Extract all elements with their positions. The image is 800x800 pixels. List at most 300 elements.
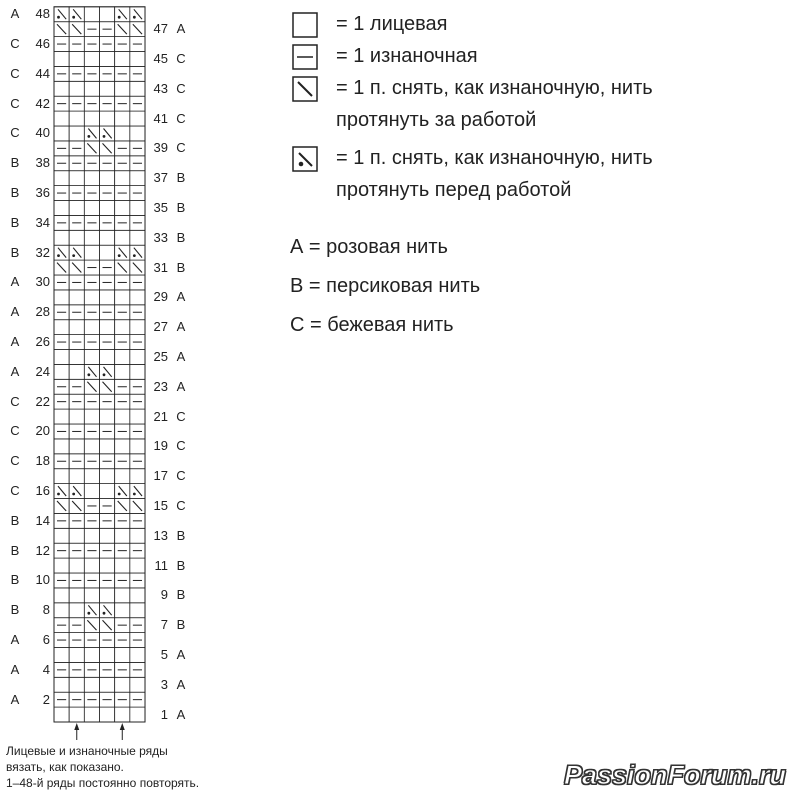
chart-cell-r25-c3 bbox=[84, 350, 99, 365]
row-number-label: 47 bbox=[153, 21, 168, 37]
chart-cell-r29-c4 bbox=[100, 290, 115, 305]
purl-symbol-icon bbox=[292, 44, 318, 70]
legend-knit bbox=[290, 8, 790, 40]
slip-front-dot bbox=[103, 373, 106, 376]
chart-cell-r45-c5 bbox=[115, 52, 130, 67]
chart-cell-r3-c3 bbox=[84, 677, 99, 692]
row-number-label: 35 bbox=[153, 199, 168, 215]
row-color-label: B bbox=[176, 259, 186, 275]
chart-cell-r17-c1 bbox=[54, 469, 69, 484]
chart-cell-r5-c3 bbox=[84, 648, 99, 663]
chart-cell-r1-c5 bbox=[115, 707, 130, 722]
row-color-label: A bbox=[176, 706, 186, 722]
chart-cell-r40-c5 bbox=[115, 126, 130, 141]
chart-note bbox=[6, 743, 266, 791]
yarn-a: А = розовая нить bbox=[290, 236, 448, 258]
chart-cell-r35-c4 bbox=[100, 201, 115, 216]
legend-slip-front bbox=[290, 142, 790, 206]
chart-cell-r33-c5 bbox=[115, 230, 130, 245]
chart-cell-r17-c3 bbox=[84, 469, 99, 484]
chart-cell-r45-c1 bbox=[54, 52, 69, 67]
yarn-c: С = бежевая нить bbox=[290, 314, 454, 336]
row-color-label: A bbox=[10, 6, 20, 22]
row-label-right-33 bbox=[150, 231, 190, 245]
slip-front-dot bbox=[57, 16, 60, 19]
row-color-label: A bbox=[176, 348, 186, 364]
chart-cell-r24-c5 bbox=[115, 364, 130, 379]
row-color-label: A bbox=[10, 691, 20, 707]
row-number-label: 7 bbox=[160, 617, 168, 633]
chart-cell-r33-c6 bbox=[130, 230, 145, 245]
row-label-right-17 bbox=[150, 469, 190, 483]
row-number-label: 16 bbox=[35, 483, 50, 499]
chart-cell-r40-c6 bbox=[130, 126, 145, 141]
row-number-label: 18 bbox=[35, 453, 50, 469]
chart-cell-r37-c4 bbox=[100, 171, 115, 186]
chart-cell-r27-c6 bbox=[130, 320, 145, 335]
row-number-label: 5 bbox=[160, 646, 168, 662]
chart-cell-r8-c6 bbox=[130, 603, 145, 618]
row-number-label: 39 bbox=[153, 140, 168, 156]
slip-front-dot bbox=[133, 254, 136, 257]
chart-cell-r33-c4 bbox=[100, 230, 115, 245]
row-color-label: A bbox=[176, 319, 186, 335]
chart-cell-r41-c5 bbox=[115, 111, 130, 126]
chart-cell-r37-c6 bbox=[130, 171, 145, 186]
row-number-label: 9 bbox=[160, 587, 168, 603]
row-number-label: 29 bbox=[153, 289, 168, 305]
row-color-label: C bbox=[176, 50, 186, 66]
chart-cell-r13-c3 bbox=[84, 528, 99, 543]
chart-cell-r21-c2 bbox=[69, 409, 84, 424]
chart-cell-r37-c1 bbox=[54, 171, 69, 186]
chart-cell-r1-c2 bbox=[69, 707, 84, 722]
chart-cell-r8-c1 bbox=[54, 603, 69, 618]
chart-cell-r11-c5 bbox=[115, 558, 130, 573]
note-line-3: 1–48-й ряды постоянно повторять. bbox=[6, 776, 200, 790]
slip-front-dot bbox=[103, 612, 106, 615]
row-number-label: 10 bbox=[35, 572, 50, 588]
chart-cell-r43-c2 bbox=[69, 81, 84, 96]
row-color-label: C bbox=[10, 95, 20, 111]
row-number-label: 25 bbox=[153, 348, 168, 364]
arrow-up-icon bbox=[74, 723, 79, 730]
row-label-left-44 bbox=[4, 67, 50, 81]
row-color-label: C bbox=[10, 483, 20, 499]
row-number-label: 42 bbox=[35, 95, 50, 111]
slip-front-dot bbox=[57, 254, 60, 257]
row-color-label: C bbox=[176, 497, 186, 513]
chart-cell-r32-c3 bbox=[84, 245, 99, 260]
row-color-label: A bbox=[10, 334, 20, 350]
chart-cell-r5-c1 bbox=[54, 648, 69, 663]
row-number-label: 26 bbox=[35, 334, 50, 350]
chart-cell-r3-c2 bbox=[69, 677, 84, 692]
arrow-up-icon bbox=[120, 723, 125, 730]
note-line-2: вязать, как показано. bbox=[6, 760, 124, 774]
chart-cell-r45-c2 bbox=[69, 52, 84, 67]
chart-cell-r24-c6 bbox=[130, 364, 145, 379]
row-label-right-1 bbox=[150, 708, 190, 722]
legend-purl bbox=[290, 40, 790, 72]
row-color-label: C bbox=[176, 468, 186, 484]
chart-cell-r19-c6 bbox=[130, 439, 145, 454]
row-label-right-11 bbox=[150, 559, 190, 573]
chart-cell-r45-c4 bbox=[100, 52, 115, 67]
slip-yarn-front-icon bbox=[292, 146, 318, 172]
row-number-label: 12 bbox=[35, 542, 50, 558]
chart-cell-r45-c3 bbox=[84, 52, 99, 67]
slip-front-dot bbox=[87, 612, 90, 615]
row-number-label: 38 bbox=[35, 155, 50, 171]
chart-cell-r1-c4 bbox=[100, 707, 115, 722]
row-label-right-41 bbox=[150, 112, 190, 126]
chart-cell-r29-c2 bbox=[69, 290, 84, 305]
chart-cell-r11-c3 bbox=[84, 558, 99, 573]
chart-cell-r13-c6 bbox=[130, 528, 145, 543]
row-number-label: 41 bbox=[153, 110, 168, 126]
chart-cell-r8-c5 bbox=[115, 603, 130, 618]
row-number-label: 21 bbox=[153, 408, 168, 424]
chart-cell-r41-c3 bbox=[84, 111, 99, 126]
legend-slip-back-line2: протянуть за работой bbox=[336, 109, 537, 131]
row-number-label: 17 bbox=[153, 468, 168, 484]
row-label-right-47 bbox=[150, 22, 190, 36]
chart-cell-r35-c5 bbox=[115, 201, 130, 216]
row-number-label: 30 bbox=[35, 274, 50, 290]
legend-slip-front-line1: = 1 п. снять, как изнаночную, нить bbox=[336, 147, 653, 169]
chart-cell-r21-c3 bbox=[84, 409, 99, 424]
slip-front-dot bbox=[72, 493, 75, 496]
chart-cell-r37-c2 bbox=[69, 171, 84, 186]
chart-cell-r33-c1 bbox=[54, 230, 69, 245]
note-line-1: Лицевые и изнаночные ряды bbox=[6, 744, 168, 758]
row-number-label: 1 bbox=[160, 706, 168, 722]
row-label-left-4 bbox=[4, 663, 50, 677]
chart-cell-r24-c1 bbox=[54, 364, 69, 379]
row-color-label: C bbox=[10, 393, 20, 409]
row-label-right-43 bbox=[150, 82, 190, 96]
row-color-label: B bbox=[10, 214, 20, 230]
chart-cell-r27-c1 bbox=[54, 320, 69, 335]
chart-cell-r3-c1 bbox=[54, 677, 69, 692]
chart-cell-r3-c6 bbox=[130, 677, 145, 692]
slip-front-dot bbox=[133, 16, 136, 19]
row-number-label: 27 bbox=[153, 319, 168, 335]
chart-cell-r9-c4 bbox=[100, 588, 115, 603]
chart-cell-r25-c5 bbox=[115, 350, 130, 365]
chart-cell-r35-c6 bbox=[130, 201, 145, 216]
chart-cell-r25-c1 bbox=[54, 350, 69, 365]
chart-cell-r16-c3 bbox=[84, 484, 99, 499]
row-color-label: C bbox=[10, 125, 20, 141]
chart-cell-r43-c4 bbox=[100, 81, 115, 96]
row-label-left-24 bbox=[4, 365, 50, 379]
row-label-right-23 bbox=[150, 380, 190, 394]
legend-slip-back-line1: = 1 п. снять, как изнаночную, нить bbox=[336, 77, 653, 99]
row-color-label: C bbox=[176, 140, 186, 156]
row-label-left-8 bbox=[4, 603, 50, 617]
chart-cell-r5-c2 bbox=[69, 648, 84, 663]
chart-cell-r17-c5 bbox=[115, 469, 130, 484]
row-color-label: A bbox=[10, 661, 20, 677]
slip-front-dot bbox=[87, 373, 90, 376]
row-number-label: 28 bbox=[35, 304, 50, 320]
row-label-left-16 bbox=[4, 484, 50, 498]
row-number-label: 6 bbox=[42, 632, 50, 648]
chart-cell-r13-c4 bbox=[100, 528, 115, 543]
chart-cell-r43-c6 bbox=[130, 81, 145, 96]
chart-cell-r48-c4 bbox=[100, 7, 115, 22]
slip-yarn-back-icon bbox=[292, 76, 318, 102]
row-label-left-26 bbox=[4, 335, 50, 349]
row-label-left-32 bbox=[4, 246, 50, 260]
row-color-label: C bbox=[176, 110, 186, 126]
row-label-left-14 bbox=[4, 514, 50, 528]
legend-knit-label: = 1 лицевая bbox=[336, 13, 448, 35]
slip-front-dot bbox=[103, 135, 106, 138]
row-number-label: 19 bbox=[153, 438, 168, 454]
row-color-label: C bbox=[176, 408, 186, 424]
chart-cell-r45-c6 bbox=[130, 52, 145, 67]
chart-cell-r19-c4 bbox=[100, 439, 115, 454]
chart-cell-r3-c4 bbox=[100, 677, 115, 692]
chart-cell-r37-c3 bbox=[84, 171, 99, 186]
chart-cell-r48-c3 bbox=[84, 7, 99, 22]
row-number-label: 13 bbox=[153, 527, 168, 543]
chart-cell-r21-c6 bbox=[130, 409, 145, 424]
chart-cell-r29-c3 bbox=[84, 290, 99, 305]
row-color-label: A bbox=[176, 676, 186, 692]
row-color-label: B bbox=[176, 617, 186, 633]
chart-cell-r27-c5 bbox=[115, 320, 130, 335]
chart-cell-r9-c2 bbox=[69, 588, 84, 603]
row-number-label: 2 bbox=[42, 691, 50, 707]
row-label-left-10 bbox=[4, 573, 50, 587]
row-color-label: B bbox=[10, 542, 20, 558]
row-label-right-7 bbox=[150, 618, 190, 632]
chart-cell-r40-c2 bbox=[69, 126, 84, 141]
chart-cell-r3-c5 bbox=[115, 677, 130, 692]
slip-front-dot bbox=[72, 16, 75, 19]
slip-front-dot bbox=[133, 493, 136, 496]
chart-cell-r33-c2 bbox=[69, 230, 84, 245]
row-number-label: 32 bbox=[35, 244, 50, 260]
row-number-label: 33 bbox=[153, 229, 168, 245]
legend-slip-back bbox=[290, 72, 790, 136]
row-color-label: A bbox=[10, 304, 20, 320]
row-number-label: 34 bbox=[35, 214, 50, 230]
knit-symbol-icon bbox=[292, 12, 318, 38]
chart-cell-r16-c4 bbox=[100, 484, 115, 499]
chart-cell-r11-c2 bbox=[69, 558, 84, 573]
chart-cell-r17-c4 bbox=[100, 469, 115, 484]
chart-cell-r29-c5 bbox=[115, 290, 130, 305]
row-number-label: 36 bbox=[35, 185, 50, 201]
chart-cell-r13-c1 bbox=[54, 528, 69, 543]
row-color-label: C bbox=[10, 453, 20, 469]
row-label-right-19 bbox=[150, 439, 190, 453]
chart-cell-r21-c5 bbox=[115, 409, 130, 424]
chart-cell-r43-c3 bbox=[84, 81, 99, 96]
row-number-label: 14 bbox=[35, 512, 50, 528]
row-color-label: B bbox=[176, 170, 186, 186]
chart-cell-r5-c4 bbox=[100, 648, 115, 663]
chart-cell-r35-c3 bbox=[84, 201, 99, 216]
row-color-label: B bbox=[10, 602, 20, 618]
chart-cell-r1-c3 bbox=[84, 707, 99, 722]
slip-front-dot bbox=[118, 493, 121, 496]
row-color-label: B bbox=[176, 557, 186, 573]
chart-cell-r1-c1 bbox=[54, 707, 69, 722]
row-label-left-20 bbox=[4, 424, 50, 438]
yarn-b: В = персиковая нить bbox=[290, 275, 481, 297]
legend bbox=[290, 8, 790, 206]
row-number-label: 43 bbox=[153, 80, 168, 96]
row-label-left-34 bbox=[4, 216, 50, 230]
row-label-left-28 bbox=[4, 305, 50, 319]
row-label-right-31 bbox=[150, 261, 190, 275]
row-label-left-46 bbox=[4, 37, 50, 51]
chart-cell-r17-c6 bbox=[130, 469, 145, 484]
row-label-left-38 bbox=[4, 156, 50, 170]
chart-cell-r8-c2 bbox=[69, 603, 84, 618]
chart-cell-r9-c6 bbox=[130, 588, 145, 603]
chart-cell-r40-c1 bbox=[54, 126, 69, 141]
row-number-label: 48 bbox=[35, 6, 50, 22]
row-label-left-36 bbox=[4, 186, 50, 200]
row-number-label: 11 bbox=[154, 557, 168, 573]
row-color-label: B bbox=[10, 572, 20, 588]
chart-cell-r11-c6 bbox=[130, 558, 145, 573]
row-label-left-30 bbox=[4, 275, 50, 289]
row-color-label: B bbox=[176, 527, 186, 543]
chart-cell-r35-c2 bbox=[69, 201, 84, 216]
row-color-label: B bbox=[10, 512, 20, 528]
chart-cell-r37-c5 bbox=[115, 171, 130, 186]
chart-cell-r9-c3 bbox=[84, 588, 99, 603]
chart-cell-r33-c3 bbox=[84, 230, 99, 245]
row-color-label: A bbox=[10, 632, 20, 648]
row-label-right-15 bbox=[150, 499, 190, 513]
row-color-label: C bbox=[176, 438, 186, 454]
slip-front-dot bbox=[118, 254, 121, 257]
chart-cell-r27-c2 bbox=[69, 320, 84, 335]
chart-cell-r1-c6 bbox=[130, 707, 145, 722]
row-number-label: 44 bbox=[35, 65, 50, 81]
chart-cell-r32-c4 bbox=[100, 245, 115, 260]
chart-cell-r35-c1 bbox=[54, 201, 69, 216]
chart-cell-r43-c1 bbox=[54, 81, 69, 96]
legend-purl-label: = 1 изнаночная bbox=[336, 45, 478, 67]
row-color-label: B bbox=[176, 199, 186, 215]
row-number-label: 3 bbox=[160, 676, 168, 692]
row-color-label: C bbox=[10, 36, 20, 52]
chart-cell-r25-c4 bbox=[100, 350, 115, 365]
chart-cell-r5-c5 bbox=[115, 648, 130, 663]
chart-cell-r11-c1 bbox=[54, 558, 69, 573]
row-color-label: A bbox=[176, 289, 186, 305]
row-number-label: 24 bbox=[35, 363, 50, 379]
row-label-left-12 bbox=[4, 544, 50, 558]
chart-cell-r19-c1 bbox=[54, 439, 69, 454]
row-label-left-18 bbox=[4, 454, 50, 468]
row-color-label: A bbox=[10, 274, 20, 290]
row-label-right-3 bbox=[150, 678, 190, 692]
chart-cell-r13-c2 bbox=[69, 528, 84, 543]
slip-front-dot bbox=[87, 135, 90, 138]
row-label-left-2 bbox=[4, 693, 50, 707]
row-label-right-21 bbox=[150, 410, 190, 424]
row-label-left-40 bbox=[4, 126, 50, 140]
chart-cell-r41-c1 bbox=[54, 111, 69, 126]
row-color-label: B bbox=[10, 155, 20, 171]
chart-cell-r21-c1 bbox=[54, 409, 69, 424]
row-color-label: B bbox=[176, 587, 186, 603]
chart-cell-r11-c4 bbox=[100, 558, 115, 573]
row-label-left-42 bbox=[4, 97, 50, 111]
row-label-right-39 bbox=[150, 141, 190, 155]
row-number-label: 46 bbox=[35, 36, 50, 52]
watermark-logo: PassionForum.ru bbox=[563, 760, 786, 790]
legend-slip-front-line2: протянуть перед работой bbox=[336, 179, 572, 201]
row-label-left-22 bbox=[4, 395, 50, 409]
row-color-label: A bbox=[176, 378, 186, 394]
row-number-label: 40 bbox=[35, 125, 50, 141]
chart-cell-r43-c5 bbox=[115, 81, 130, 96]
row-color-label: C bbox=[176, 80, 186, 96]
chart-cell-r25-c2 bbox=[69, 350, 84, 365]
row-number-label: 31 bbox=[153, 259, 168, 275]
row-label-right-9 bbox=[150, 588, 190, 602]
slip-front-dot bbox=[118, 16, 121, 19]
row-color-label: B bbox=[176, 229, 186, 245]
chart-cell-r9-c5 bbox=[115, 588, 130, 603]
row-number-label: 8 bbox=[42, 602, 50, 618]
row-color-label: A bbox=[176, 646, 186, 662]
chart-cell-r27-c3 bbox=[84, 320, 99, 335]
row-label-right-13 bbox=[150, 529, 190, 543]
chart-cell-r24-c2 bbox=[69, 364, 84, 379]
row-color-label: A bbox=[10, 363, 20, 379]
chart-cell-r17-c2 bbox=[69, 469, 84, 484]
chart-cell-r29-c6 bbox=[130, 290, 145, 305]
slip-front-dot bbox=[57, 493, 60, 496]
row-color-label: C bbox=[10, 65, 20, 81]
chart-cell-r41-c2 bbox=[69, 111, 84, 126]
row-number-label: 20 bbox=[35, 423, 50, 439]
row-label-right-27 bbox=[150, 320, 190, 334]
chart-cell-r13-c5 bbox=[115, 528, 130, 543]
row-color-label: B bbox=[10, 185, 20, 201]
chart-cell-r19-c2 bbox=[69, 439, 84, 454]
row-color-label: B bbox=[10, 244, 20, 260]
chart-cell-r41-c6 bbox=[130, 111, 145, 126]
row-label-right-29 bbox=[150, 290, 190, 304]
row-color-label: C bbox=[10, 423, 20, 439]
chart-cell-r25-c6 bbox=[130, 350, 145, 365]
row-label-right-35 bbox=[150, 201, 190, 215]
row-number-label: 37 bbox=[153, 170, 168, 186]
row-number-label: 23 bbox=[153, 378, 168, 394]
chart-cell-r27-c4 bbox=[100, 320, 115, 335]
yarn-colors bbox=[290, 228, 480, 345]
row-label-right-37 bbox=[150, 171, 190, 185]
chart-cell-r5-c6 bbox=[130, 648, 145, 663]
row-color-label: A bbox=[176, 21, 186, 37]
row-label-right-45 bbox=[150, 52, 190, 66]
row-label-left-6 bbox=[4, 633, 50, 647]
